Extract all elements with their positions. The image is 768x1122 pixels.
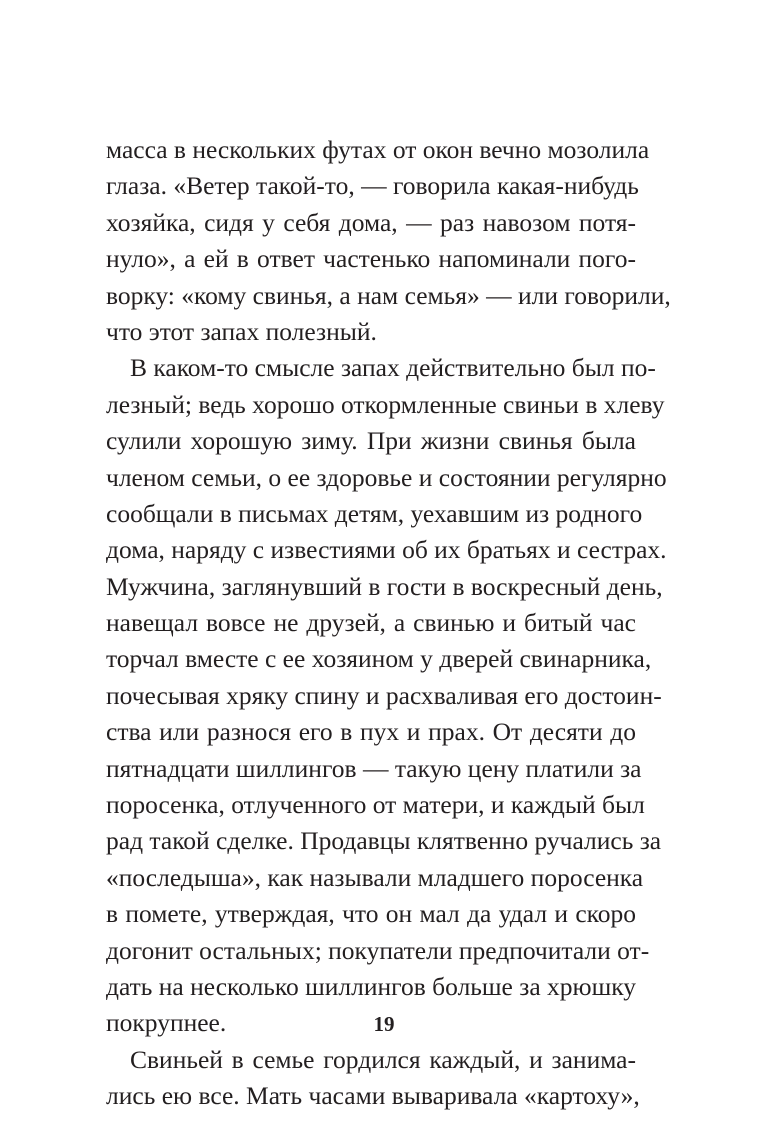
text-line: догонит остальных; покупатели предпочитали от-: [106, 935, 650, 965]
text-line: глаза. «Ветер такой-то, — говорила какая-нибудь: [106, 171, 639, 201]
text-line: пятнадцати шиллингов — такую цену платили за: [106, 753, 642, 783]
body-text: [106, 132, 671, 1115]
paragraph-3: [106, 1042, 640, 1115]
text-line: членом семьи, о ее здоровье и состоянии регулярно: [106, 462, 667, 492]
text-line: лезный; ведь хорошо откормленные свиньи в хлеву: [106, 389, 665, 419]
text-line: ства или разнося его в пух и прах. От десяти до: [106, 717, 636, 747]
text-line: в помете, утверждая, что он мал да удал и скоро: [106, 899, 636, 929]
text-line: рад такой сделке. Продавцы клятвенно ручались за: [106, 826, 662, 856]
text-line: торчал вместе с ее хозяином у дверей свинарника,: [106, 644, 652, 674]
text-line: Свиньей в семье гордился каждый, и занима-: [130, 1044, 636, 1074]
text-line: В каком-то смысле запах действительно был по-: [130, 353, 656, 383]
text-line: почесывая хряку спину и расхваливая его достоин-: [106, 680, 662, 710]
text-line: сулили хорошую зиму. При жизни свинья была: [106, 426, 636, 456]
text-line: поросенка, отлученного от матери, и каждый был: [106, 790, 645, 820]
paragraph-2: [106, 350, 667, 1041]
paragraph-1: [106, 132, 671, 350]
text-line: покрупнее.: [106, 1008, 227, 1038]
text-line: лись ею все. Мать часами вываривала «картоху»,: [106, 1081, 640, 1111]
text-line: что этот запах полезный.: [106, 316, 377, 346]
text-line: дома, наряду с известиями об их братьях и сестрах.: [106, 535, 667, 565]
text-line: дать на несколько шиллингов больше за хрюшку: [106, 971, 636, 1001]
text-line: навещал вовсе не друзей, а свинью и битый час: [106, 608, 636, 638]
page-number: 19: [373, 1012, 395, 1036]
text-line: «последыша», как называли младшего поросенка: [106, 862, 644, 892]
text-line: масса в нескольких футах от окон вечно мозолила: [106, 135, 650, 164]
text-line: ворку: «кому свинья, а нам семья» — или говорили,: [106, 280, 671, 310]
text-line: хозяйка, сидя у себя дома, — раз навозом потя-: [106, 207, 636, 237]
text-line: нуло», а ей в ответ частенько напоминали пого-: [106, 244, 636, 274]
text-line: сообщали в письмах детям, уехавшим из родного: [106, 498, 643, 528]
text-line: Мужчина, заглянувший в гости в воскресный день,: [106, 571, 663, 601]
